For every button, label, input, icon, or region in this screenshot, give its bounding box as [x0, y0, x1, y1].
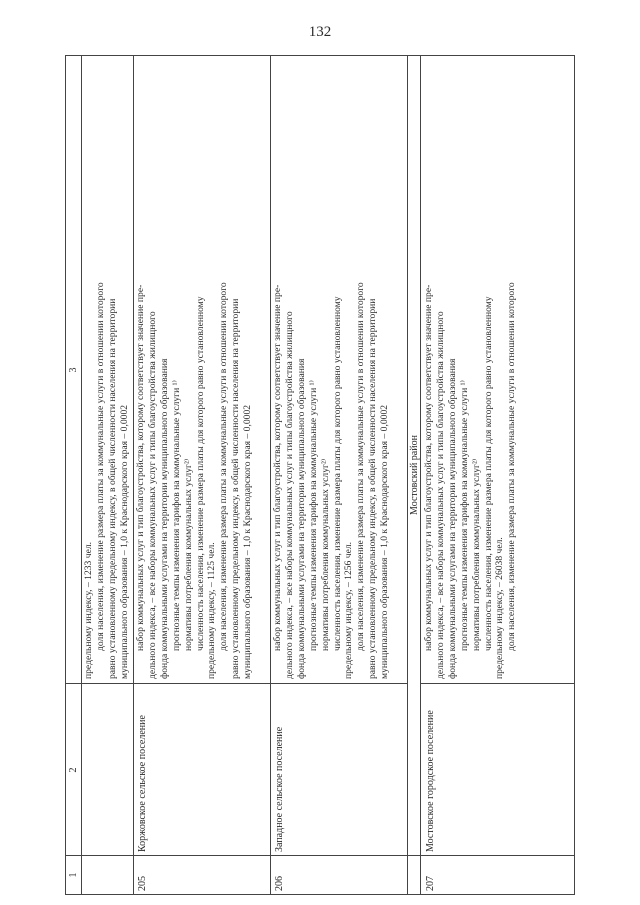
- row-206-line: численность населения, изменение размера платы для которого равно установленному: [331, 296, 343, 651]
- header-col-3: 3: [68, 367, 79, 373]
- row-name-205: Коржовское сельское поселение: [137, 715, 148, 852]
- row-205-line: дельного индекса, – все наборы коммунальных услуг и типы благоустройства жилищного: [146, 311, 158, 679]
- row-206-line: набор коммунальных услуг и тип благоустройства, которому соответствует значение пре-: [272, 284, 283, 651]
- continuation-line: равно установленному предельному индексу, в общей численности населения на территории: [106, 298, 118, 679]
- row-206-line: дельного индекса, – все наборы коммунальных услуг и типы благоустройства жилищного: [283, 311, 295, 679]
- row-205-line: предельному индексу, – 1125 чел.: [206, 542, 218, 679]
- row-206-line: прогнозные темпы изменения тарифов на коммунальные услуги ¹⁾: [307, 380, 319, 651]
- row-207-line: численность населения, изменение размера платы для которого равно установленному: [482, 296, 494, 651]
- row-206-line: доля населения, изменение размера платы за коммунальные услуги в отношении которого: [355, 282, 367, 651]
- row-205-line: фонда коммунальными услугами на территории муниципального образования: [158, 358, 170, 679]
- row-content-207: [423, 64, 518, 679]
- row-206-line: предельному индексу, – 1256 чел.: [343, 541, 355, 679]
- row-205-line: нормативы потребления коммунальных услуг²⁾: [182, 458, 194, 651]
- continuation-line: муниципального образования – 1,0 к Краснодарского края – 0,0002: [118, 404, 130, 679]
- row-205-line: муниципального образования – 1,0 к Краснодарского края – 0,0002: [242, 404, 254, 679]
- row-divider-206: [270, 56, 271, 894]
- row-205-line: численность населения, изменение размера платы для которого равно установленному: [194, 296, 206, 651]
- row-content-205: [135, 64, 254, 679]
- row-207-line: предельному индексу, – 26038 чел.: [494, 537, 506, 679]
- row-205-line: прогнозные темпы изменения тарифов на коммунальные услуги ¹⁾: [170, 380, 182, 651]
- row-number-205: 205: [137, 876, 148, 891]
- row-content-206: [272, 64, 391, 679]
- row-207-line: дельного индекса, – все наборы коммунальных услуг и типы благоустройства жилищного: [434, 311, 446, 679]
- row-207-line: нормативы потребления коммунальных услуг²⁾: [470, 458, 482, 651]
- row-206-line: муниципального образования – 1,0 к Краснодарского края – 0,0002: [379, 404, 391, 679]
- continuation-line: доля населения, изменение размера платы за коммунальные услуги в отношении которого: [94, 282, 106, 651]
- row-number-206: 206: [274, 876, 285, 891]
- row-205-line: доля населения, изменение размера платы за коммунальные услуги в отношении которого: [218, 282, 230, 651]
- row-205-line: набор коммунальных услуг и тип благоустройства, которому соответствует значение пре-: [135, 284, 146, 651]
- data-table: [65, 55, 575, 895]
- row-205-line: равно установленному предельному индексу, в общей численности населения на территории: [230, 298, 242, 679]
- page-number: 132: [308, 24, 332, 40]
- header-col-1: 1: [68, 872, 79, 878]
- continuation-content: [83, 64, 131, 679]
- col-divider-2b: [420, 683, 574, 684]
- row-207-line: прогнозные темпы изменения тарифов на коммунальные услуги ¹⁾: [458, 380, 470, 651]
- rotated-table-page: [65, 55, 575, 895]
- region-heading: Мостовский район: [409, 435, 420, 515]
- row-divider-205: [133, 56, 134, 894]
- col-divider-1: [66, 855, 574, 856]
- row-name-206: Западное сельское поселение: [274, 726, 285, 852]
- row-207-line: доля населения, изменение размера платы за коммунальные услуги в отношении которого: [506, 282, 518, 651]
- header-divider: [81, 56, 82, 894]
- row-name-207: Мостовское городское поселение: [425, 710, 436, 852]
- header-col-2: 2: [68, 767, 79, 773]
- row-207-line: фонда коммунальными услугами на территории муниципального образования: [446, 358, 458, 679]
- row-206-line: нормативы потребления коммунальных услуг²⁾: [319, 458, 331, 651]
- row-207-line: набор коммунальных услуг и тип благоустройства, которому соответствует значение пре-: [423, 284, 434, 651]
- continuation-line: предельному индексу, – 1233 чел.: [83, 541, 94, 679]
- row-206-line: равно установленному предельному индексу, в общей численности населения на территории: [367, 298, 379, 679]
- row-number-207: 207: [425, 876, 436, 891]
- row-206-line: фонда коммунальными услугами на территории муниципального образования: [295, 358, 307, 679]
- col-divider-2a: [66, 683, 407, 684]
